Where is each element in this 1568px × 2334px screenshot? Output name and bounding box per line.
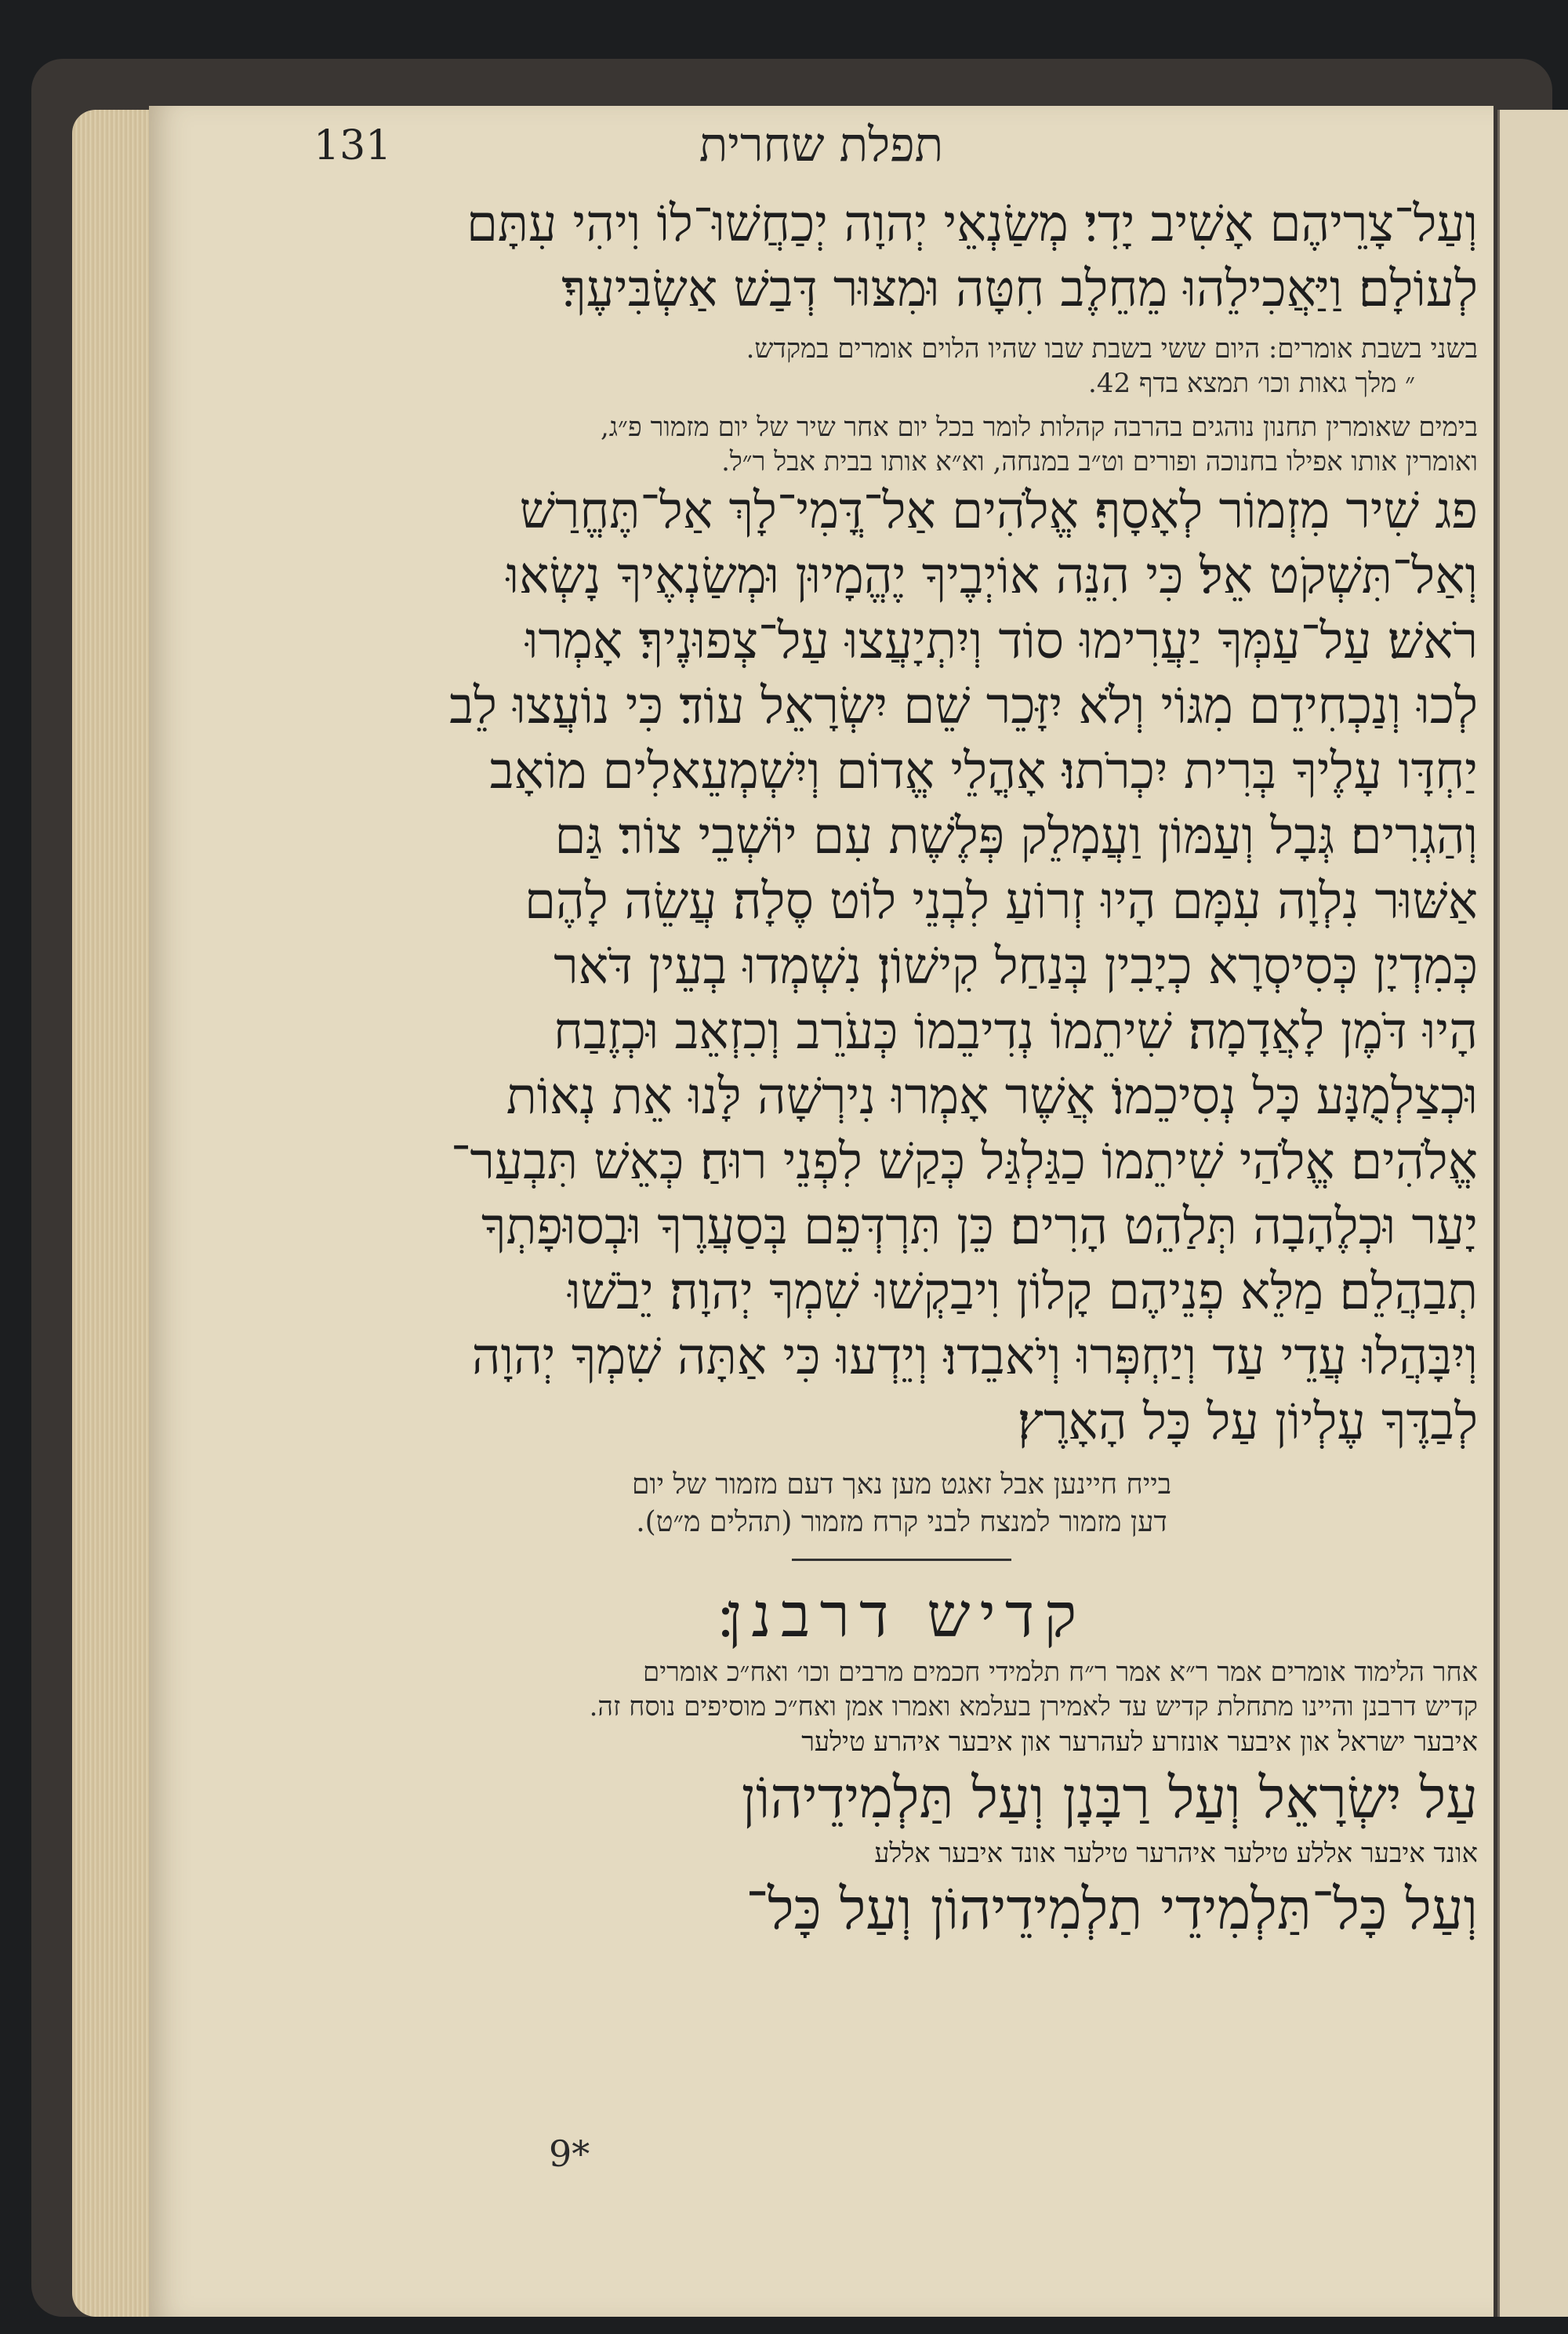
text-line: יָעַר וּכְלֶהָבָה תְּלַהֵט הָרִים׃ כֵּן תִּרְדְּפֵם בְּסַעֲרֶךָ וּבְסוּפָתְךָ bbox=[481, 1198, 1478, 1256]
text-line: פג שִׁיר מִזְמוֹר לְאָסָף׃ אֱלֹהִים אַל־דֳּמִי־לָךְ אַל־תֶּחֱרַשׁ bbox=[519, 482, 1478, 540]
yiddish-gloss: אונד איבער אללע טילער איהרער טילער אונד איבער אללע bbox=[874, 1838, 1478, 1869]
text-line: הָיוּ דֹּמֶן לָאֲדָמָה׃ שִׁיתֵמוֹ נְדִיבֵמוֹ כְּעֹרֵב וְכִזְאֵב וּכְזֶבַח bbox=[554, 1003, 1478, 1061]
text-line: יַחְדָּו עָלֶיךָ בְּרִית יִכְרֹתוּ׃ אָהֳלֵי אֱדוֹם וְיִשְׁמְעֵאלִים מוֹאָב bbox=[489, 742, 1478, 800]
text-line: וְהַגְרִים׃ גְּבָל וְעַמּוֹן וַעֲמָלֵק פְּלֶשֶׁת עִם יוֹשְׁבֵי צוֹר׃ גַּם bbox=[554, 808, 1478, 866]
section-title: קדיש דרבנן׃ bbox=[717, 1581, 1087, 1651]
rubric-note: בימים שאומרין תחנון נוהגים בהרבה קהלות לומר בכל יום אחר שיר של יום מזמור פ״ג, bbox=[601, 412, 1478, 443]
text-line: כְּמִדְיָן כְּסִיסְרָא כְיָבִין בְּנַחַל קִישׁוֹן׃ נִשְׁמְדוּ בְעֵין דֹּאר bbox=[554, 938, 1478, 996]
rubric-note: בשני בשבת אומרים: היום ששי בשבת שבו שהיו הלוים אומרים במקדש. bbox=[746, 333, 1478, 365]
text-line: וְאַל־תִּשְׁקֹט אֵל׃ כִּי הִנֵּה אוֹיְבֶיךָ יֶהֱמָיוּן וּמְשַׂנְאֶיךָ נָשְׂאוּ bbox=[506, 547, 1478, 605]
text-line: תְבַהֲלֵם׃ מַלֵּא פְנֵיהֶם קָלוֹן וִיבַקְשׁוּ שִׁמְךָ יְהוָה׃ יֵבֹשׁוּ bbox=[568, 1263, 1478, 1321]
text-line: לְעוֹלָם׃ וַיַּאֲכִילֵהוּ מֵחֵלֶב חִטָּה וּמִצּוּר דְּבַשׁ אַשְׂבִּיעֶךָ׃ bbox=[561, 260, 1478, 318]
text-line: אַשּׁוּר נִלְוָה עִמָּם הָיוּ זְרוֹעַ לִבְנֵי לוֹט סֶלָה׃ עֲשֵׂה לָהֶם bbox=[524, 873, 1478, 931]
text-line: לְבַדֶּךָ עֶלְיוֹן עַל כָּל הָאָרֶץ׃ bbox=[1017, 1393, 1478, 1451]
header-title: תפלת שחרית bbox=[699, 118, 944, 172]
text-line: וּכְצַלְמֻנָּע כָּל נְסִיכֵמוֹ׃ אֲשֶׁר אָמְרוּ נִירְשָׁה לָּנוּ אֵת נְאוֹת bbox=[506, 1068, 1478, 1126]
page-number: 131 bbox=[314, 122, 392, 169]
yiddish-note: דען מזמור למנצח לבני קרח מזמור (תהלים מ״ט). bbox=[636, 1506, 1167, 1538]
text-line: וְעַל־צָרֵיהֶם אָשִׁיב יָדִי׃ מְשַׂנְאֵי יְהוָה יְכַחֲשׁוּ־לוֹ וִיהִי עִתָּם bbox=[466, 195, 1478, 253]
rubric-note: ״ מלך גאות וכו׳ תמצא בדף 42. bbox=[1088, 368, 1415, 399]
psalm-83 bbox=[325, 479, 1478, 1455]
text-line: אֱלֹהִים׃ אֱלֹהַי שִׁיתֵמוֹ כַגַּלְגַּל כְּקַשׁ לִפְנֵי רוּחַ׃ כְּאֵשׁ תִּבְעַר־ bbox=[450, 1133, 1478, 1191]
yiddish-note: בייח חיינען אבל זאגט מען נאך דעם מזמור של יום bbox=[631, 1468, 1172, 1501]
yiddish-gloss: איבער ישראל און איבער אונזרע לעהרער און איבער איהרע טילער bbox=[801, 1726, 1478, 1758]
signature-mark: 9* bbox=[549, 2133, 590, 2175]
facing-page-edge bbox=[1497, 110, 1568, 2317]
text-line: לְכוּ וְנַכְחִידֵם מִגּוֹי וְלֹא יִזָּכֵר שֵׁם יִשְׂרָאֵל עוֹד׃ כִּי נוֹעֲצוּ לֵב bbox=[449, 677, 1478, 735]
section-divider bbox=[792, 1559, 1011, 1561]
text-line: רֹאשׁ׃ עַל־עַמְּךָ יַעֲרִימוּ סוֹד וְיִתְיָעֲצוּ עַל־צְפוּנֶיךָ׃ אָמְרוּ bbox=[525, 612, 1478, 670]
page-body bbox=[325, 192, 1478, 1947]
rubric-note: קדיש דרבנן והיינו מתחלת קדיש עד לאמירן בעלמא ואמרו אמן ואח״כ מוסיפים נוסח זה. bbox=[589, 1691, 1478, 1722]
kaddish-line: וְעַל כָּל־תַּלְמִידֵי תַלְמִידֵיהוֹן וְעַל כָּל־ bbox=[746, 1876, 1478, 1942]
rubric-note: ואומרין אותו אפילו בחנוכה ופורים וט״ב במנחה, וא״א אותו בבית אבל ר״ל. bbox=[721, 446, 1478, 477]
running-header bbox=[149, 118, 1494, 188]
kaddish-line: עַל יִשְׂרָאֵל וְעַל רַבָּנָן וְעַל תַּלְמִידֵיהוֹן bbox=[741, 1765, 1478, 1831]
rubric-note: אחר הלימוד אומרים אמר ר״א אמר ר״ח תלמידי חכמים מרבים וכו׳ ואח״כ אומרים bbox=[643, 1657, 1478, 1688]
text-line: וְיִבָּהֲלוּ עֲדֵי עַד וְיַחְפְּרוּ וְיֹאבֵדוּ׃ וְיֵדְעוּ כִּי אַתָּה שִׁמְךָ יְהוָה bbox=[471, 1328, 1478, 1386]
